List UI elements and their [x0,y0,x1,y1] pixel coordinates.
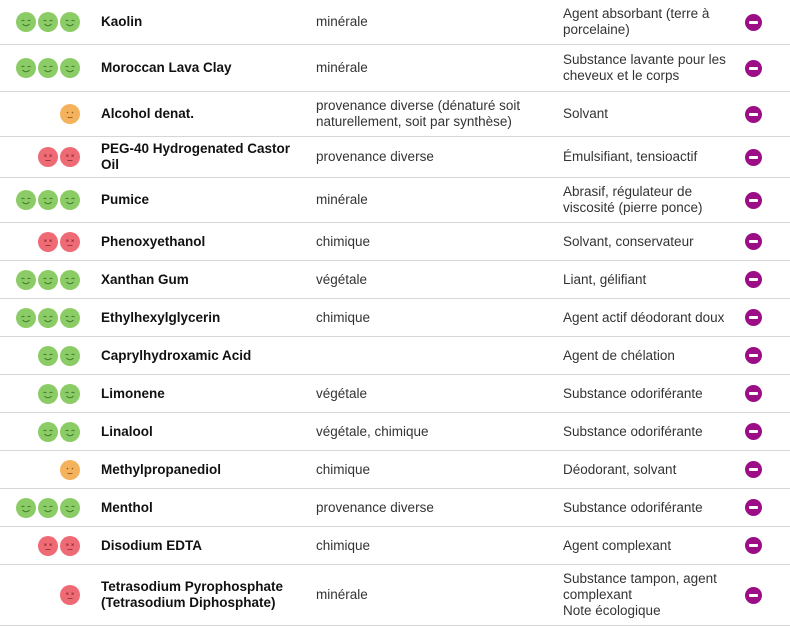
medium-face-icon [60,104,80,124]
bad-face-icon [38,536,58,556]
good-face-icon [38,190,58,210]
good-face-icon [60,270,80,290]
remove-ingredient-button[interactable] [745,271,762,288]
good-face-icon [38,422,58,442]
ingredient-row [0,0,790,45]
ingredient-function [563,234,733,250]
ingredient-name-line: Disodium EDTA [101,537,202,553]
bad-face-icon [60,536,80,556]
good-face-icon [38,308,58,328]
ingredient-origin-line: chimique [316,233,371,249]
ingredient-row [0,337,790,375]
remove-ingredient-button[interactable] [745,385,762,402]
ingredient-origin [316,386,551,402]
remove-ingredient-button[interactable] [745,499,762,516]
ingredient-function-line: Solvant, conservateur [563,233,694,249]
ingredient-function-line: Solvant [563,106,609,121]
remove-ingredient-button[interactable] [745,233,762,250]
ingredient-name [101,579,311,611]
good-face-icon [38,384,58,404]
ingredient-origin-line: chimique [316,309,371,325]
ingredient-name-line: Alcohol denat. [101,106,195,121]
ingredient-function-line: complexant [563,587,633,602]
ingredient-name [101,348,311,364]
ingredient-origin-line: provenance diverse [316,149,434,164]
remove-ingredient-button[interactable] [745,14,762,31]
ingredient-name-line: Xanthan Gum [101,271,189,287]
ingredient-name-line: Linalool [101,423,153,439]
good-face-icon [60,190,80,210]
ingredient-name-line: Pumice [101,192,150,207]
ingredient-function [563,272,733,288]
ingredient-function [563,500,733,516]
ingredient-function-line: Déodorant, solvant [563,461,677,477]
ingredient-name-line: Kaolin [101,14,143,29]
ingredient-function-line: porcelaine) [563,22,630,37]
ingredient-origin-line: minérale [316,192,368,207]
ingredient-name-line: Limonene [101,385,165,401]
ingredient-origin [316,310,551,326]
ingredient-origin [316,98,551,130]
ingredient-function [563,348,733,364]
ingredient-origin-line: provenance diverse (dénaturé soit [316,98,521,113]
remove-ingredient-button[interactable] [745,587,762,604]
ingredient-origin-line: minérale [316,14,368,29]
remove-ingredient-button[interactable] [745,192,762,209]
good-face-icon [16,498,36,518]
ingredient-function-line: Substance odoriférante [563,385,703,401]
good-face-icon [38,498,58,518]
ingredient-name [101,424,311,440]
good-face-icon [38,270,58,290]
ingredient-name [101,538,311,554]
ingredient-name [101,462,311,478]
good-face-icon [60,422,80,442]
ingredient-function-line: Agent absorbant (terre à [563,6,710,21]
ingredient-function-line: Note écologique [563,603,661,618]
ingredient-origin [316,424,551,440]
rating-faces [0,232,80,252]
ingredient-function-line: Agent actif déodorant doux [563,309,725,325]
ingredient-function-line: Agent complexant [563,537,672,553]
ingredient-function-line: Substance odoriférante [563,499,703,515]
ingredient-row [0,489,790,527]
rating-faces [0,12,80,32]
ingredient-function [563,462,733,478]
ingredient-row [0,92,790,137]
ingredient-name [101,272,311,288]
ingredient-origin [316,587,551,603]
ingredient-function [563,184,733,216]
ingredient-origin [316,272,551,288]
ingredient-function [563,424,733,440]
bad-face-icon [60,232,80,252]
ingredient-function [563,571,733,619]
ingredient-row [0,375,790,413]
bad-face-icon [38,147,58,167]
rating-faces [0,384,80,404]
ingredient-origin-line: minérale [316,587,368,602]
remove-ingredient-button[interactable] [745,423,762,440]
good-face-icon [60,498,80,518]
good-face-icon [60,308,80,328]
ingredient-name [101,106,311,122]
rating-faces [0,190,80,210]
ingredient-origin [316,538,551,554]
ingredient-origin-line: végétale [316,271,368,287]
ingredient-row [0,451,790,489]
rating-faces [0,104,80,124]
ingredient-row [0,413,790,451]
good-face-icon [16,190,36,210]
remove-ingredient-button[interactable] [745,461,762,478]
ingredient-name-line: (Tetrasodium Diphosphate) [101,595,276,610]
good-face-icon [38,58,58,78]
rating-faces [0,270,80,290]
bad-face-icon [60,147,80,167]
ingredient-row [0,299,790,337]
ingredient-name [101,386,311,402]
ingredient-name [101,500,311,516]
ingredient-name [101,310,311,326]
ingredient-name [101,192,311,208]
ingredient-origin [316,149,551,165]
ingredient-name-line: PEG-40 Hydrogenated Castor Oil [101,141,291,172]
ingredient-origin-line: chimique [316,461,371,477]
rating-faces [0,346,80,366]
rating-faces [0,460,80,480]
good-face-icon [38,12,58,32]
ingredient-function-line: Liant, gélifiant [563,271,647,287]
ingredient-function-line: Abrasif, régulateur de [563,184,693,199]
rating-faces [0,585,80,605]
rating-faces [0,422,80,442]
remove-ingredient-button[interactable] [745,309,762,326]
good-face-icon [60,384,80,404]
rating-faces [0,498,80,518]
good-face-icon [60,58,80,78]
ingredient-function [563,149,733,165]
ingredient-function-line: Émulsifiant, tensioactif [563,149,698,164]
ingredient-row [0,45,790,92]
ingredient-name-line: Tetrasodium Pyrophosphate [101,579,284,594]
ingredient-name [101,14,311,30]
ingredient-name [101,141,311,173]
good-face-icon [16,308,36,328]
ingredient-name-line: Phenoxyethanol [101,233,206,249]
remove-ingredient-button[interactable] [745,537,762,554]
bad-face-icon [38,232,58,252]
ingredient-origin-line: provenance diverse [316,499,434,515]
ingredient-origin [316,14,551,30]
rating-faces [0,308,80,328]
remove-ingredient-button[interactable] [745,106,762,123]
ingredient-row [0,565,790,626]
good-face-icon [16,58,36,78]
ingredient-name-line: Menthol [101,499,153,515]
remove-ingredient-button[interactable] [745,149,762,166]
ingredient-function-line: Substance odoriférante [563,423,703,439]
good-face-icon [16,270,36,290]
ingredient-origin-line: végétale, chimique [316,423,429,439]
medium-face-icon [60,460,80,480]
ingredient-name-line: Moroccan Lava Clay [101,60,232,75]
ingredient-name-line: Caprylhydroxamic Acid [101,347,252,363]
ingredient-function-line: Substance tampon, agent [563,571,717,586]
remove-ingredient-button[interactable] [745,347,762,364]
good-face-icon [60,12,80,32]
ingredient-origin [316,234,551,250]
ingredient-origin-line: chimique [316,537,371,553]
ingredient-row [0,178,790,223]
bad-face-icon [60,585,80,605]
ingredient-function-line: cheveux et le corps [563,68,680,83]
ingredient-function [563,6,733,38]
rating-faces [0,147,80,167]
ingredient-row [0,261,790,299]
ingredient-origin [316,462,551,478]
ingredient-function [563,310,733,326]
good-face-icon [16,12,36,32]
ingredient-name-line: Methylpropanediol [101,461,222,477]
ingredient-function [563,386,733,402]
rating-faces [0,536,80,556]
rating-faces [0,58,80,78]
ingredient-function-line: Agent de chélation [563,347,675,363]
ingredient-row [0,137,790,178]
ingredient-row [0,527,790,565]
ingredient-origin-line: végétale [316,385,368,401]
ingredient-function [563,538,733,554]
ingredient-function [563,52,733,84]
ingredient-row [0,223,790,261]
ingredient-name-line: Ethylhexylglycerin [101,309,221,325]
ingredient-origin [316,500,551,516]
ingredient-origin-line: minérale [316,60,368,75]
ingredient-function-line: viscosité (pierre ponce) [563,200,703,215]
ingredient-function-line: Substance lavante pour les [563,52,726,67]
ingredient-origin [316,60,551,76]
ingredient-name [101,60,311,76]
good-face-icon [38,346,58,366]
remove-ingredient-button[interactable] [745,60,762,77]
ingredient-origin-line: naturellement, soit par synthèse) [316,114,512,129]
good-face-icon [60,346,80,366]
ingredient-function [563,106,733,122]
ingredient-name [101,234,311,250]
ingredient-origin [316,192,551,208]
